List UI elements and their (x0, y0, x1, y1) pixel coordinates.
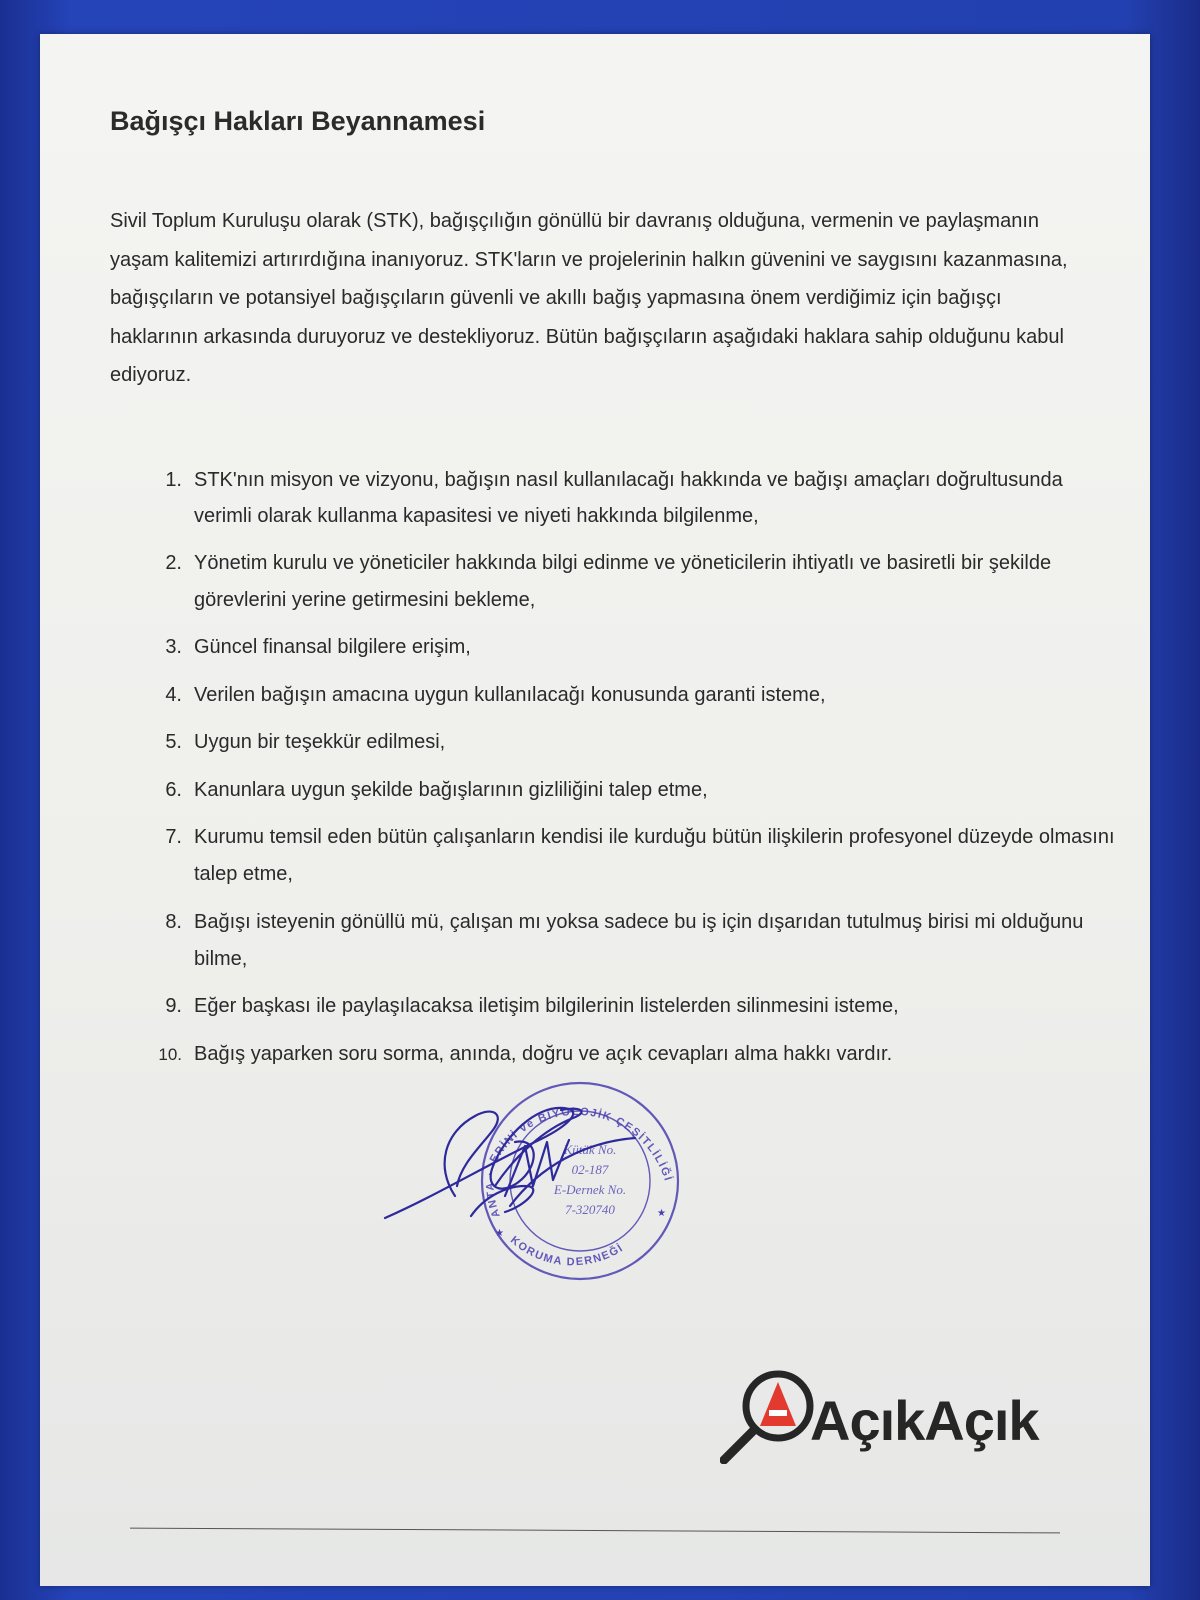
list-item (140, 629, 1120, 666)
list-text: Güncel finansal bilgilere erişim, (194, 636, 471, 658)
stamp-line-2: 02-187 (571, 1162, 609, 1177)
list-item (140, 819, 1120, 893)
footer-divider (130, 1528, 1060, 1534)
list-item (140, 545, 1120, 619)
list-item (140, 988, 1120, 1025)
stamp-graphic (375, 1046, 695, 1286)
list-number: 6. (165, 778, 182, 801)
list-number: 2. (165, 551, 182, 574)
list-item (140, 904, 1120, 978)
logo-wordmark: AçıkAçık (810, 1389, 1039, 1452)
list-text: Bağışı isteyenin gönüllü mü, çalışan mı yoksa sadece bu iş için dışarıdan tutulmuş birisi mi olduğunu bilme, (194, 910, 1084, 970)
list-text: STK'nın misyon ve vizyonu, bağışın nasıl kullanılacağı hakkında ve bağışı amaçları doğrultusunda verimli olarak kullanma kapasitesi ve niyeti hakkında bilgilenme, (194, 469, 1063, 527)
list-text: Uygun bir teşekkür edilmesi, (194, 731, 446, 753)
acikacik-logo (720, 1354, 1100, 1464)
list-text: Bağış yaparken soru sorma, anında, doğru ve açık cevapları alma hakkı vardır. (194, 1042, 893, 1065)
list-number: 10. (158, 1044, 182, 1064)
list-number: 4. (165, 683, 182, 706)
list-text: Yönetim kurulu ve yöneticiler hakkında bilgi edinme ve yöneticilerin ihtiyatlı ve basiretli bir şekilde görevlerini yerine getirmesini bekleme, (194, 551, 1052, 611)
stamp-line-4: 7-320740 (565, 1202, 615, 1217)
document-title: Bağışçı Hakları Beyannamesi (110, 106, 486, 136)
document-page (40, 34, 1150, 1586)
stamp-ring-left: ANTA (484, 1180, 503, 1219)
list-item (140, 462, 1120, 534)
rights-list (140, 462, 1120, 1083)
list-text: Kanunlara uygun şekilde bağışlarının gizliliğini talep etme, (194, 778, 708, 801)
list-number: 9. (165, 995, 182, 1017)
list-number: 5. (165, 731, 182, 753)
intro-paragraph: Sivil Toplum Kuruluşu olarak (STK), bağışçılığın gönüllü bir davranış olduğuna, vermenin ve paylaşmanın yaşam kalitemizi artırırdığına inanıyoruz. STK'ların ve projelerinin halkın güvenini ve saygısını kazanmasına, bağışçıların ve potansiyel bağışçıların güvenli ve akıllı bağış yapmasına önem verdiğimiz için bağışçı haklarının arkasında duruyoruz ve destekliyoruz. Bütün bağışçıların aşağıdaki haklara sahip olduğunu kabul ediyoruz. (110, 210, 1068, 386)
list-number: 3. (165, 636, 182, 658)
official-stamp (375, 1046, 695, 1286)
list-number: 7. (165, 826, 182, 848)
stamp-ring-bottom: KORUMA DERNEĞİ (507, 1234, 626, 1269)
list-text: Verilen bağışın amacına uygun kullanılacağı konusunda garanti isteme, (194, 683, 826, 706)
list-item (140, 677, 1120, 714)
stamp-line-1: Kütük No. (563, 1142, 617, 1157)
svg-text:★: ★ (495, 1228, 504, 1239)
list-item (140, 724, 1120, 761)
list-text: Kurumu temsil eden bütün çalışanların kendisi ile kurduğu bütün ilişkilerin profesyonel düzeyde olmasını talep etme, (194, 826, 1115, 885)
list-item (140, 772, 1120, 809)
svg-text:★: ★ (657, 1208, 666, 1219)
list-text: Eğer başkası ile paylaşılacaksa iletişim bilgilerinin listelerden silinmesini isteme, (194, 995, 899, 1017)
list-number: 1. (165, 469, 182, 491)
stamp-ring-top: ...ERİNİ ve BİYOLOJİK ÇEŞİTLİLİĞİ (481, 1105, 675, 1184)
list-number: 8. (165, 910, 182, 933)
stamp-line-3: E-Dernek No. (553, 1182, 627, 1197)
